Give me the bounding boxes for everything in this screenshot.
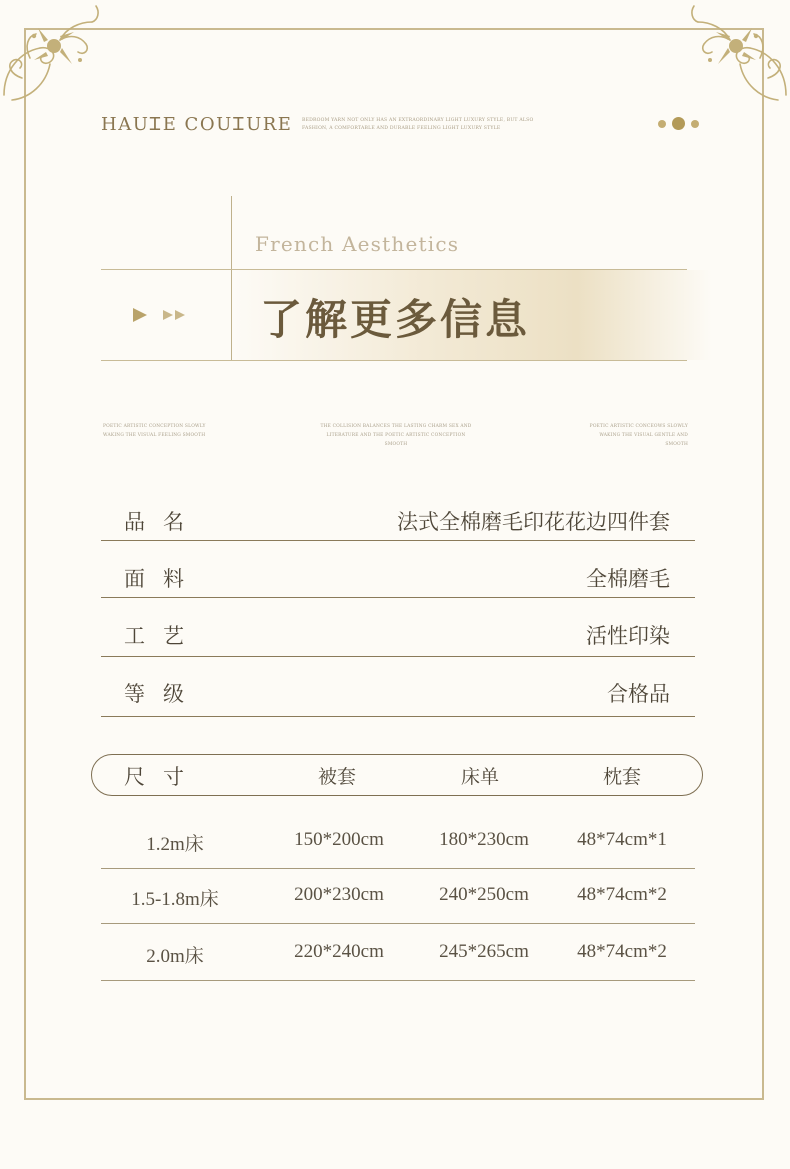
table-cell: 180*230cm [439,829,529,850]
size-header-duvet: 被套 [317,766,357,788]
row-divider [101,540,695,541]
table-row-divider [101,923,695,924]
info-value-craft: 活性印染 [586,624,670,648]
play-arrows-icon [131,305,191,325]
row-divider [101,597,695,598]
table-row-divider [101,868,695,869]
info-value-grade: 合格品 [607,682,670,706]
info-label-fabric: 面料 [124,567,202,591]
info-label-name: 品名 [124,510,202,534]
info-value-fabric: 全棉磨毛 [586,567,670,591]
row-divider [101,716,695,717]
info-value-name: 法式全棉磨毛印花花边四件套 [397,510,670,534]
table-cell: 150*200cm [294,829,384,850]
pager-dots [658,117,699,130]
table-row-divider [101,980,695,981]
vertical-divider [231,196,232,360]
table-cell: 220*240cm [294,941,384,962]
table-cell: 1.5-1.8m床 [131,889,219,910]
pager-dot [658,120,666,128]
table-cell: 245*265cm [439,941,529,962]
hero-subtitle: French Aesthetics [255,232,460,256]
table-cell: 2.0m床 [146,946,204,967]
caption-right: POETIC ARTISTIC CONCEOWS SLOWLY WAKING THE VISUAL GENTLE AND SMOOTH [589,424,688,447]
caption-center: THE COLLISION BALANCES THE LASTING CHARM SEX AND LITERATURE AND THE POETIC ARTISTIC CONCEPTION SMOOTH [320,424,472,447]
table-cell: 48*74cm*2 [577,884,667,905]
table-cell: 48*74cm*1 [577,829,667,850]
table-cell: 240*250cm [439,884,529,905]
pager-dot-active [672,117,685,130]
info-label-grade: 等级 [124,682,202,706]
size-header-sheet: 床单 [460,766,500,788]
table-cell: 200*230cm [294,884,384,905]
hero-top-divider [101,269,687,270]
flourish-ornament-icon [0,0,120,110]
hero-bottom-divider [101,360,687,361]
table-cell: 48*74cm*2 [577,941,667,962]
flourish-ornament-icon [670,0,790,110]
size-header-pillowcase: 枕套 [602,766,642,788]
info-label-craft: 工艺 [124,624,202,648]
caption-left: POETIC ARTISTIC CONCEPTION SLOWLY WAKING THE VISUAL FEELING SMOOTH [103,424,206,438]
table-cell: 1.2m床 [146,834,204,855]
page-title: 了解更多信息 [260,295,531,344]
size-header-size: 尺寸 [124,765,202,789]
row-divider [101,656,695,657]
pager-dot [691,120,699,128]
brand-description: BEDROOM YARN NOT ONLY HAS AN EXTRAORDINARY LIGHT LUXURY STYLE, BUT ALSO FASHION, A COMFORTABLE AND DURABLE FEELING LIGHT LUXURY STYLE [302,118,534,131]
brand-logo-text: HAUᏆE COUᏆURE [101,114,293,135]
